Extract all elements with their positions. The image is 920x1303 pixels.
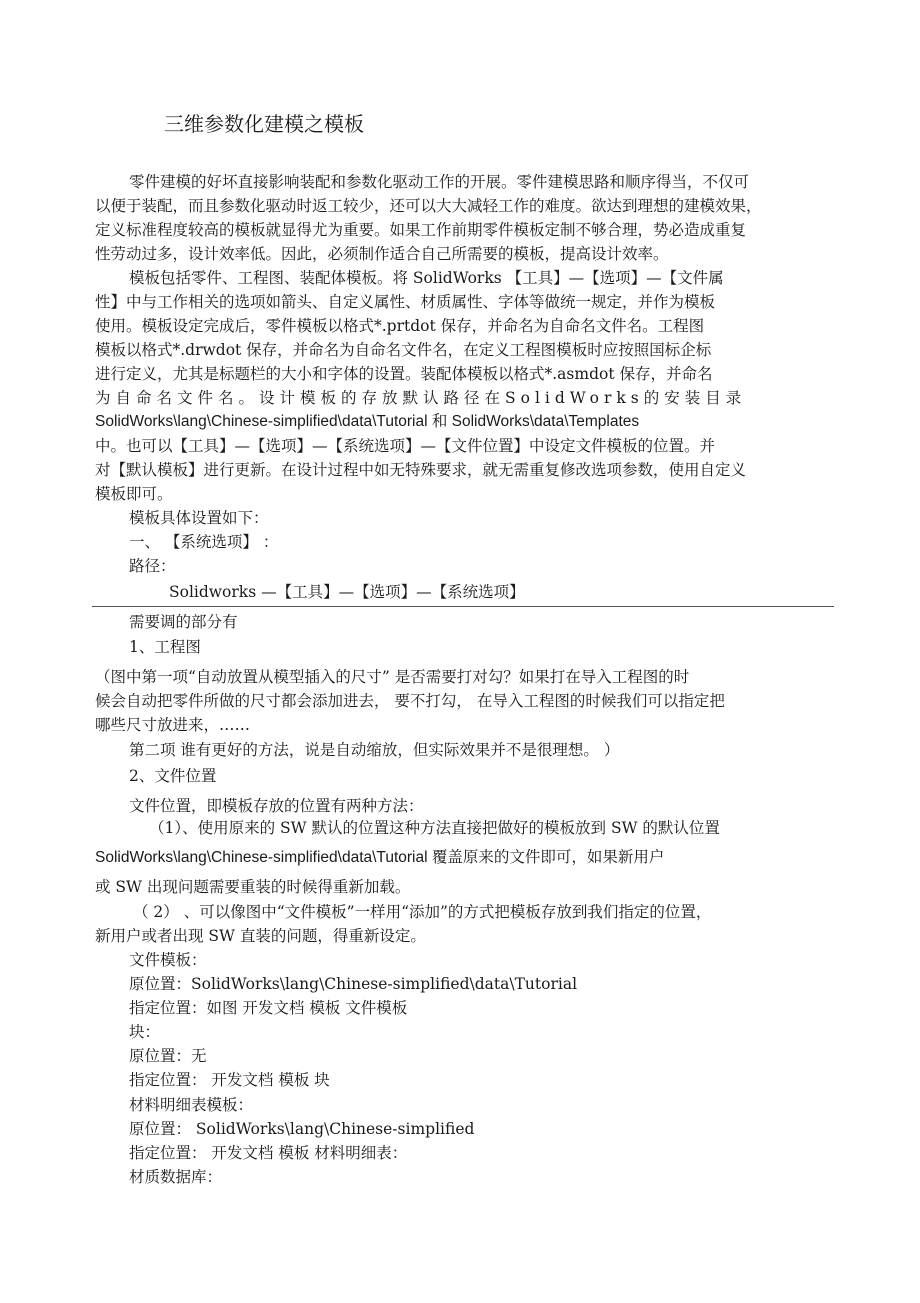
paragraph-line: 使用。模板设定完成后，零件模板以格式*.prtdot 保存，并命名为自命名文件名。工程图 bbox=[95, 317, 705, 335]
path-label: 路径： bbox=[129, 557, 176, 575]
note-line: 第二项 谁有更好的方法，说是自动缩放，但实际效果并不是很理想。 ） bbox=[129, 741, 620, 759]
file-location-intro: 文件位置，即模板存放的位置有两种方法： bbox=[129, 797, 424, 815]
method-line: （ 2） 、可以像图中“文件模板”一样用“添加”的方式把模板存放到我们指定的位置， bbox=[133, 903, 712, 921]
note-line: 候会自动把零件所做的尺寸都会添加进去， 要不打勾， 在导入工程图的时候我们可以指定把 bbox=[95, 692, 725, 710]
paragraph-line: 性】中与工作相关的选项如箭头、自定义属性、材质属性、字体等做统一规定，并作为模板 bbox=[95, 293, 716, 311]
method-line: SolidWorks\lang\Chinese-simplified\data\Tutorial 覆盖原来的文件即可，如果新用户 bbox=[95, 849, 665, 866]
note-line: 哪些尺寸放进来，…… bbox=[95, 716, 251, 734]
paragraph-line: 以便于装配，而且参数化驱动时返工较少，还可以大大减轻工作的难度。欲达到理想的建模效果， bbox=[95, 197, 762, 215]
section-heading: 一、 【系统选项】 ： bbox=[129, 533, 279, 551]
method-line: 新用户或者出现 SW 直装的问题，得重新设定。 bbox=[95, 927, 426, 945]
paragraph-line: 进行定义，尤其是标题栏的大小和字体的设置。装配体模板以格式*.asmdot 保存，并命名 bbox=[95, 365, 713, 383]
entry-line: 材质数据库： bbox=[129, 1168, 223, 1186]
horizontal-rule bbox=[92, 606, 834, 607]
method-line: 或 SW 出现问题需要重装的时候得重新加载。 bbox=[95, 878, 411, 896]
note-line: （图中第一项“自动放置从模型插入的尺寸” 是否需要打对勾？如果打在导入工程图的时 bbox=[95, 668, 690, 686]
entry-line: 指定位置：如图 开发文档 模板 文件模板 bbox=[129, 999, 408, 1017]
entry-line: 原位置： SolidWorks\lang\Chinese-simplified bbox=[129, 1120, 475, 1138]
paragraph-line: 零件建模的好坏直接影响装配和参数化驱动工作的开展。零件建模思路和顺序得当，不仅可 bbox=[129, 173, 750, 191]
paragraph-line: 模板即可。 bbox=[95, 485, 173, 503]
entry-line: 材料明细表模板： bbox=[129, 1096, 254, 1114]
page-title: 三维参数化建模之模板 bbox=[164, 112, 364, 136]
paragraph-line: 对【默认模板】进行更新。在设计过程中如无特殊要求，就无需重复修改选项参数，使用自定义 bbox=[95, 461, 747, 479]
entry-line: 原位置：SolidWorks\lang\Chinese-simplified\data\Tutorial bbox=[129, 975, 578, 993]
paragraph-line: 模板以格式*.drwdot 保存，并命名为自命名文件名，在定义工程图模板时应按照国标企标 bbox=[95, 341, 712, 359]
paragraph-line: 中。也可以【工具】—【选项】—【系统选项】—【文件位置】中设定文件模板的位置。并 bbox=[95, 437, 716, 455]
settings-intro: 模板具体设置如下： bbox=[129, 509, 269, 527]
paragraph-line: 为自命名文件名。设计模板的存放默认路径在SolidWorks的安装目录 bbox=[95, 389, 747, 407]
item-heading: 2、文件位置 bbox=[129, 767, 217, 785]
paragraph-line: 模板包括零件、工程图、装配体模板。将 SolidWorks 【工具】—【选项】—【文件属 bbox=[129, 269, 724, 287]
entry-line: 文件模板： bbox=[129, 951, 207, 969]
entry-line: 指定位置： 开发文档 模板 材料明细表： bbox=[129, 1144, 408, 1162]
entry-line: 块： bbox=[129, 1023, 161, 1041]
paragraph-line: SolidWorks\lang\Chinese-simplified\data\Tutorial 和 SolidWorks\data\Templates bbox=[95, 413, 640, 430]
method-line: （1）、使用原来的 SW 默认的位置这种方法直接把做好的模板放到 SW 的默认位置 bbox=[149, 819, 720, 837]
paragraph-line: 性劳动过多，设计效率低。因此，必须制作适合自己所需要的模板，提高设计效率。 bbox=[95, 245, 669, 263]
entry-line: 原位置：无 bbox=[129, 1047, 207, 1065]
item-heading: 1、工程图 bbox=[129, 638, 201, 656]
adjust-heading: 需要调的部分有 bbox=[129, 613, 238, 631]
path-value: Solidworks —【工具】—【选项】—【系统选项】 bbox=[169, 583, 525, 601]
entry-line: 指定位置： 开发文档 模板 块 bbox=[129, 1071, 330, 1089]
paragraph-line: 定义标准程度较高的模板就显得尤为重要。如果工作前期零件模板定制不够合理，势必造成重复 bbox=[95, 221, 747, 239]
